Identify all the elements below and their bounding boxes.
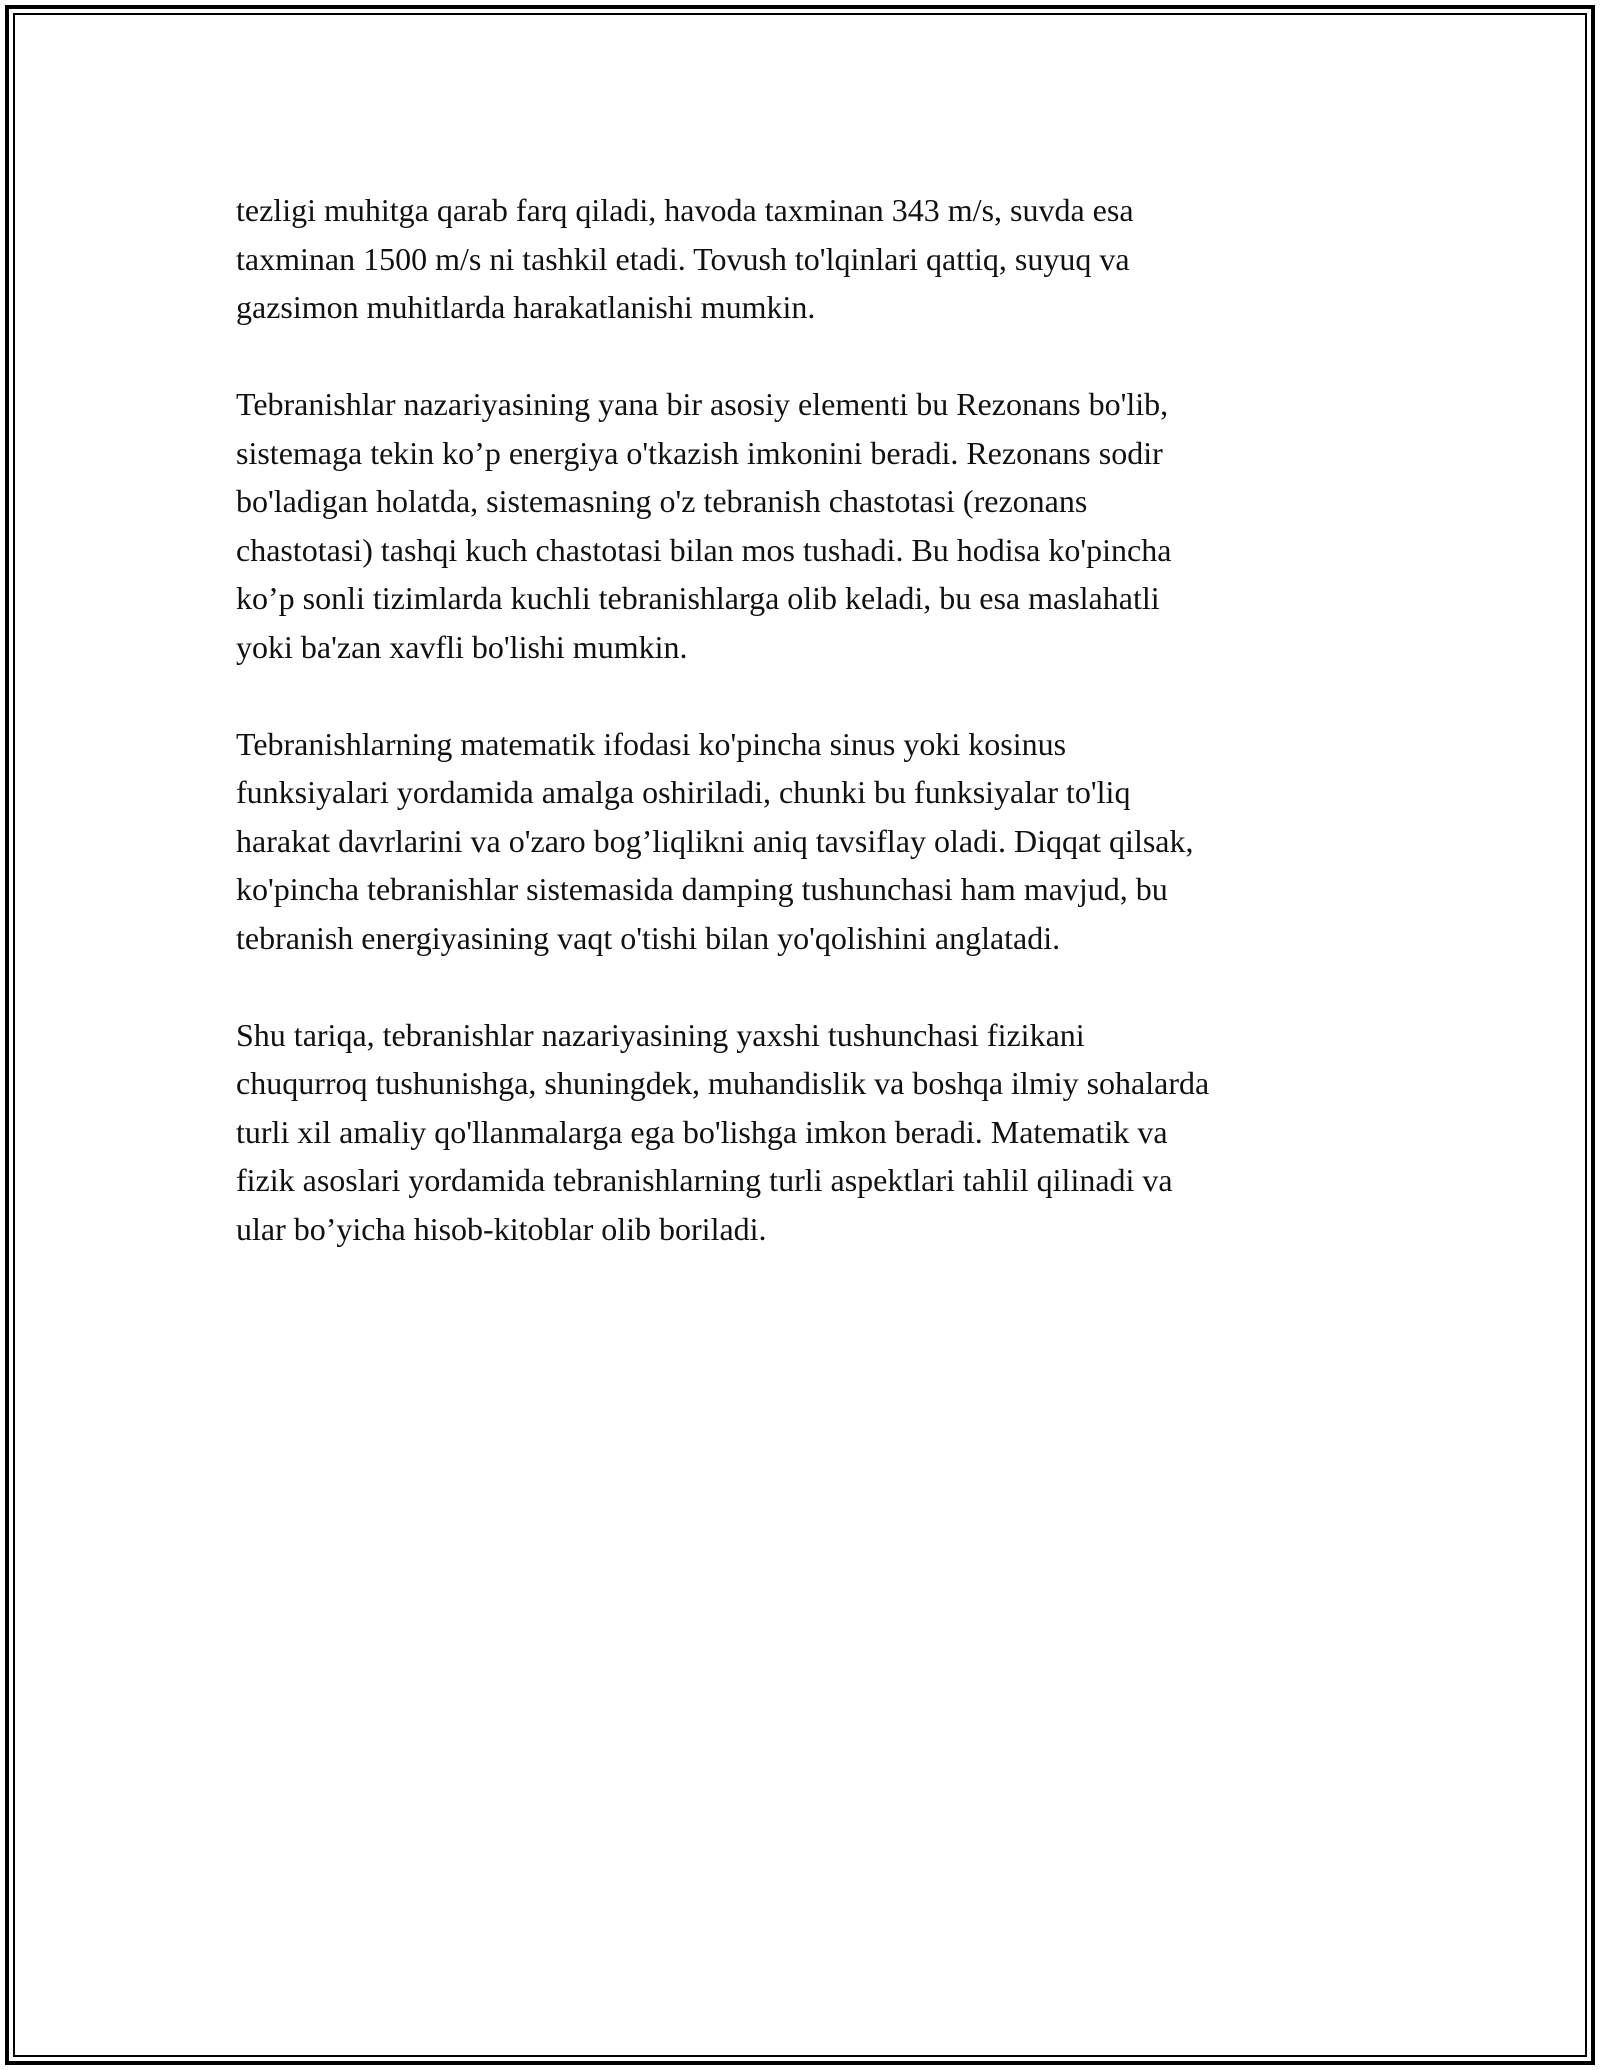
text-line: ular bo’yicha hisob-kitoblar olib boriladi.: [236, 1210, 767, 1247]
paragraph-math-expression: [236, 720, 1386, 963]
paragraph-conclusion: [236, 1011, 1386, 1254]
text-line: bo'ladigan holatda, sistemasning o'z tebranish chastotasi (rezonans: [236, 483, 1088, 519]
text-line: yoki ba'zan xavfli bo'lishi mumkin.: [236, 628, 688, 665]
text-line: ko'pincha tebranishlar sistemasida damping tushunchasi ham mavjud, bu: [236, 871, 1168, 907]
text-line: funksiyalari yordamida amalga oshiriladi, chunki bu funksiyalar to'liq: [236, 774, 1131, 810]
paragraph-resonance: [236, 380, 1386, 671]
text-line: ko’p sonli tizimlarda kuchli tebranishlarga olib keladi, bu esa maslahatli: [236, 580, 1160, 616]
document-body: [236, 186, 1386, 1302]
text-line: chuqurroq tushunishga, shuningdek, muhandislik va boshqa ilmiy sohalarda: [236, 1065, 1210, 1101]
text-line: tezligi muhitga qarab farq qiladi, havoda taxminan 343 m/s, suvda esa: [236, 192, 1134, 228]
text-line: Shu tariqa, tebranishlar nazariyasining yaxshi tushunchasi fizikani: [236, 1016, 1085, 1053]
text-line: sistemaga tekin ko’p energiya o'tkazish imkonini beradi. Rezonans sodir: [236, 434, 1163, 471]
text-line: fizik asoslari yordamida tebranishlarning turli aspektlari tahlil qilinadi va: [236, 1162, 1173, 1198]
text-line: gazsimon muhitlarda harakatlanishi mumkin.: [236, 289, 816, 325]
text-line: harakat davrlarini va o'zaro bog’liqlikni aniq tavsiflay oladi. Diqqat qilsak,: [236, 822, 1194, 859]
text-line: turli xil amaliy qo'llanmalarga ega bo'lishga imkon beradi. Matematik va: [236, 1113, 1168, 1150]
text-line: Tebranishlar nazariyasining yana bir asosiy elementi bu Rezonans bo'lib,: [236, 386, 1169, 422]
text-line: chastotasi) tashqi kuch chastotasi bilan mos tushadi. Bu hodisa ko'pincha: [236, 531, 1172, 568]
paragraph-sound-speed: [236, 186, 1386, 332]
text-line: tebranish energiyasining vaqt o'tishi bilan yo'qolishini anglatadi.: [236, 919, 1061, 956]
text-line: Tebranishlarning matematik ifodasi ko'pincha sinus yoki kosinus: [236, 725, 1067, 762]
text-line: taxminan 1500 m/s ni tashkil etadi. Tovush to'lqinlari qattiq, suyuq va: [236, 240, 1130, 277]
